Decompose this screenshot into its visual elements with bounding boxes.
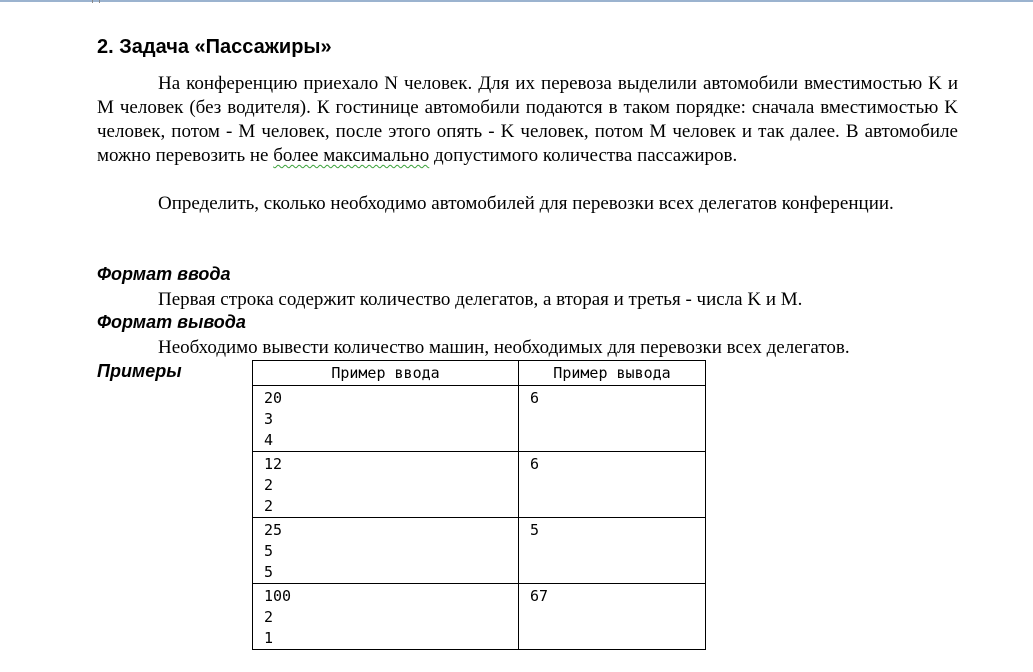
window-top-border (0, 0, 1033, 2)
example-input-cell (253, 386, 519, 452)
column-header-output: Пример вывода (519, 361, 706, 386)
output-line: 6 (530, 389, 540, 407)
input-line: 25 (264, 521, 283, 539)
grammar-marked-phrase: более максимально (273, 145, 430, 166)
example-input-cell (253, 584, 519, 650)
examples-heading: Примеры (97, 361, 182, 381)
input-line: 2 (264, 476, 274, 494)
task-title: 2. Задача «Пассажиры» (97, 36, 332, 58)
output-format-text: Необходимо вывести количество машин, необходимых для перевозки всех делегатов. (158, 337, 850, 358)
example-input-cell (253, 452, 519, 518)
example-output-cell (519, 518, 706, 584)
statement-text-part-2: допустимого количества пассажиров. (429, 145, 738, 166)
input-format-heading: Формат ввода (97, 264, 231, 284)
input-line: 2 (264, 497, 274, 515)
output-line: 5 (530, 521, 540, 539)
example-row (253, 518, 706, 584)
input-line: 12 (264, 455, 283, 473)
example-input-cell (253, 518, 519, 584)
output-line: 67 (530, 587, 549, 605)
output-format-heading: Формат вывода (97, 312, 246, 332)
example-row (253, 386, 706, 452)
example-output-cell (519, 584, 706, 650)
example-row (253, 452, 706, 518)
input-line: 4 (264, 431, 274, 449)
input-line: 2 (264, 608, 274, 626)
input-line: 3 (264, 410, 274, 428)
input-line: 20 (264, 389, 283, 407)
examples-table (252, 360, 706, 650)
example-row (253, 584, 706, 650)
output-line: 6 (530, 455, 540, 473)
input-line: 5 (264, 542, 274, 560)
page-corner-mark (92, 0, 100, 3)
statement-paragraph-2: Определить, сколько необходимо автомобилей для перевозки всех делегатов конференции. (158, 193, 894, 214)
statement-text-part-1: На конференцию приехало N человек. Для их перевоза выделили автомобили вместимостью K и M человек (без водителя). К гостинице автомобили подаются в таком порядке: сначала вместимостью K человек, потом - M человек, после этого опять - K человек, потом M человек и так далее. В автомобиле можно перевозить не (97, 73, 958, 166)
input-line: 1 (264, 629, 274, 647)
input-line: 5 (264, 563, 274, 581)
column-header-input: Пример ввода (253, 361, 519, 386)
examples-header-row (253, 361, 706, 386)
input-line: 100 (264, 587, 292, 605)
statement-paragraph-1 (97, 72, 958, 168)
example-output-cell (519, 452, 706, 518)
input-format-text: Первая строка содержит количество делегатов, а вторая и третья - числа K и M. (158, 289, 803, 310)
example-output-cell (519, 386, 706, 452)
